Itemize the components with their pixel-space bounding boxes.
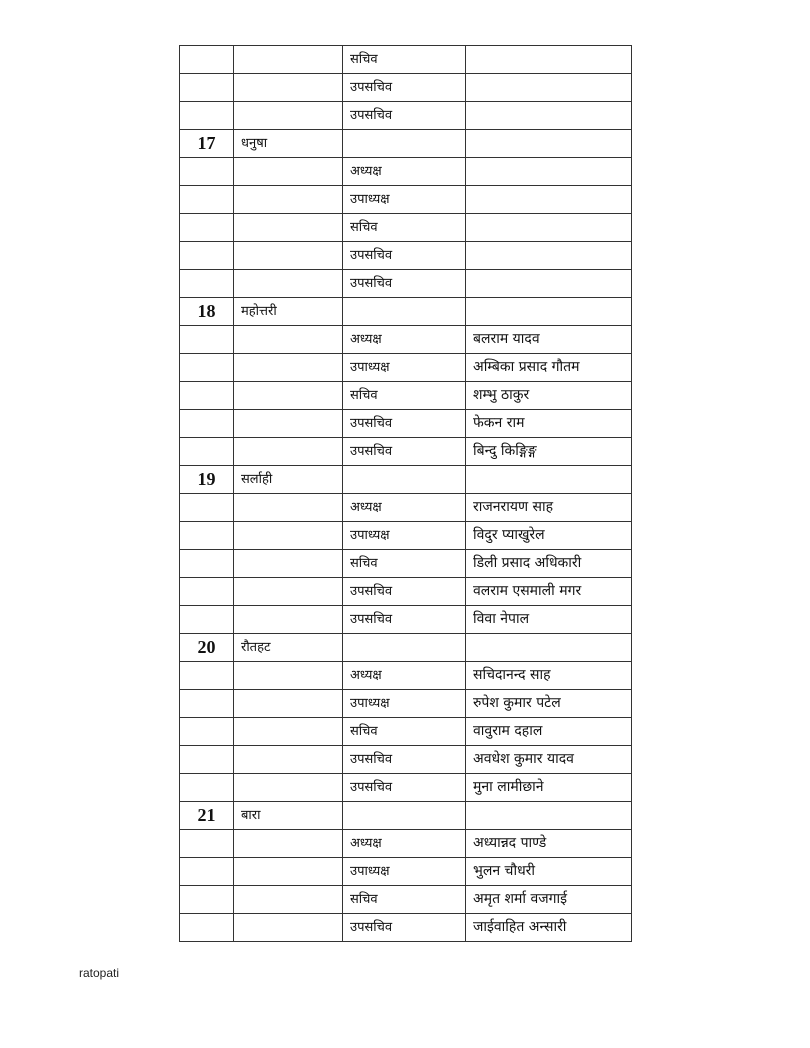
- name-cell: [466, 102, 632, 130]
- table-row: [180, 718, 632, 746]
- name-cell: [466, 46, 632, 74]
- name-cell: [466, 74, 632, 102]
- district-cell: [234, 74, 343, 102]
- table-row: [180, 354, 632, 382]
- table-row: [180, 690, 632, 718]
- district-cell: [234, 270, 343, 298]
- table-row: [180, 102, 632, 130]
- district-cell: [234, 886, 343, 914]
- serial-number: 21: [180, 802, 234, 830]
- table-row: [180, 578, 632, 606]
- name-cell: डिली प्रसाद अधिकारी: [466, 550, 632, 578]
- position-cell: [343, 802, 466, 830]
- serial-number: [180, 718, 234, 746]
- district-cell: [234, 242, 343, 270]
- name-cell: [466, 466, 632, 494]
- name-cell: रुपेश कुमार पटेल: [466, 690, 632, 718]
- position-cell: उपाध्यक्ष: [343, 354, 466, 382]
- position-cell: सचिव: [343, 382, 466, 410]
- serial-number: [180, 270, 234, 298]
- position-cell: उपसचिव: [343, 774, 466, 802]
- table-row: [180, 522, 632, 550]
- position-cell: [343, 634, 466, 662]
- serial-number: [180, 102, 234, 130]
- position-cell: उपसचिव: [343, 74, 466, 102]
- name-cell: [466, 242, 632, 270]
- district-cell: [234, 326, 343, 354]
- serial-number: [180, 382, 234, 410]
- district-cell: महोत्तरी: [234, 298, 343, 326]
- district-cell: बारा: [234, 802, 343, 830]
- serial-number: 17: [180, 130, 234, 158]
- name-cell: सचिदानन्द साह: [466, 662, 632, 690]
- position-cell: अध्यक्ष: [343, 158, 466, 186]
- serial-number: [180, 46, 234, 74]
- district-cell: धनुषा: [234, 130, 343, 158]
- district-cell: [234, 662, 343, 690]
- district-cell: [234, 858, 343, 886]
- position-cell: उपसचिव: [343, 746, 466, 774]
- table-row: [180, 158, 632, 186]
- district-cell: [234, 606, 343, 634]
- name-cell: अम्बिका प्रसाद गौतम: [466, 354, 632, 382]
- serial-number: [180, 606, 234, 634]
- position-cell: उपसचिव: [343, 410, 466, 438]
- table-row: [180, 438, 632, 466]
- position-cell: अध्यक्ष: [343, 326, 466, 354]
- position-cell: अध्यक्ष: [343, 494, 466, 522]
- serial-number: [180, 858, 234, 886]
- district-cell: [234, 214, 343, 242]
- table-row: [180, 298, 632, 326]
- serial-number: [180, 438, 234, 466]
- table-row: [180, 914, 632, 942]
- district-cell: [234, 774, 343, 802]
- name-cell: विवा नेपाल: [466, 606, 632, 634]
- table-row: [180, 606, 632, 634]
- district-cell: [234, 830, 343, 858]
- position-cell: अध्यक्ष: [343, 662, 466, 690]
- district-cell: रौतहट: [234, 634, 343, 662]
- position-cell: सचिव: [343, 46, 466, 74]
- position-cell: उपसचिव: [343, 102, 466, 130]
- position-cell: [343, 130, 466, 158]
- district-cell: [234, 718, 343, 746]
- position-cell: सचिव: [343, 550, 466, 578]
- name-cell: बिन्दु किङ्गिङ्ग: [466, 438, 632, 466]
- district-cell: [234, 354, 343, 382]
- position-cell: उपाध्यक्ष: [343, 186, 466, 214]
- position-cell: [343, 298, 466, 326]
- table-row: [180, 74, 632, 102]
- table-row: [180, 214, 632, 242]
- position-cell: सचिव: [343, 718, 466, 746]
- table-row: [180, 466, 632, 494]
- serial-number: [180, 214, 234, 242]
- serial-number: 18: [180, 298, 234, 326]
- name-cell: [466, 634, 632, 662]
- serial-number: [180, 746, 234, 774]
- name-cell: [466, 186, 632, 214]
- serial-number: [180, 494, 234, 522]
- serial-number: [180, 326, 234, 354]
- position-cell: उपाध्यक्ष: [343, 522, 466, 550]
- name-cell: [466, 298, 632, 326]
- table-row: [180, 130, 632, 158]
- name-cell: [466, 214, 632, 242]
- serial-number: [180, 830, 234, 858]
- table-row: [180, 802, 632, 830]
- serial-number: [180, 886, 234, 914]
- serial-number: [180, 662, 234, 690]
- name-cell: [466, 130, 632, 158]
- table-row: [180, 746, 632, 774]
- position-cell: उपाध्यक्ष: [343, 858, 466, 886]
- name-cell: शम्भु ठाकुर: [466, 382, 632, 410]
- position-cell: उपसचिव: [343, 242, 466, 270]
- position-cell: [343, 466, 466, 494]
- serial-number: [180, 774, 234, 802]
- table-row: [180, 410, 632, 438]
- serial-number: [180, 690, 234, 718]
- serial-number: [180, 354, 234, 382]
- position-cell: उपसचिव: [343, 438, 466, 466]
- name-cell: [466, 270, 632, 298]
- position-cell: सचिव: [343, 214, 466, 242]
- district-cell: [234, 438, 343, 466]
- name-cell: भुलन चौधरी: [466, 858, 632, 886]
- position-cell: उपसचिव: [343, 270, 466, 298]
- position-cell: सचिव: [343, 886, 466, 914]
- serial-number: [180, 158, 234, 186]
- district-cell: [234, 550, 343, 578]
- name-cell: वावुराम दहाल: [466, 718, 632, 746]
- table-row: [180, 494, 632, 522]
- district-cell: [234, 494, 343, 522]
- position-cell: अध्यक्ष: [343, 830, 466, 858]
- position-cell: उपाध्यक्ष: [343, 690, 466, 718]
- district-cell: [234, 746, 343, 774]
- table-row: [180, 186, 632, 214]
- serial-number: [180, 74, 234, 102]
- district-cell: [234, 158, 343, 186]
- position-cell: उपसचिव: [343, 606, 466, 634]
- serial-number: [180, 242, 234, 270]
- district-cell: सर्लाही: [234, 466, 343, 494]
- table-row: [180, 858, 632, 886]
- name-cell: अवधेश कुमार यादव: [466, 746, 632, 774]
- serial-number: [180, 578, 234, 606]
- serial-number: [180, 186, 234, 214]
- table-row: [180, 326, 632, 354]
- name-cell: बलराम यादव: [466, 326, 632, 354]
- table-row: [180, 382, 632, 410]
- table-row: [180, 242, 632, 270]
- table-row: [180, 830, 632, 858]
- name-cell: [466, 802, 632, 830]
- district-cell: [234, 410, 343, 438]
- district-cell: [234, 522, 343, 550]
- table-row: [180, 774, 632, 802]
- table-row: [180, 270, 632, 298]
- office-bearers-table: [179, 45, 632, 942]
- district-cell: [234, 186, 343, 214]
- position-cell: उपसचिव: [343, 914, 466, 942]
- name-cell: फेकन राम: [466, 410, 632, 438]
- district-cell: [234, 690, 343, 718]
- name-cell: वलराम एसमाली मगर: [466, 578, 632, 606]
- name-cell: जाईवाहित अन्सारी: [466, 914, 632, 942]
- serial-number: [180, 550, 234, 578]
- serial-number: 20: [180, 634, 234, 662]
- table-row: [180, 662, 632, 690]
- district-cell: [234, 578, 343, 606]
- table-row: [180, 46, 632, 74]
- district-cell: [234, 382, 343, 410]
- footer-source: ratopati: [79, 966, 120, 980]
- district-cell: [234, 102, 343, 130]
- serial-number: [180, 410, 234, 438]
- name-cell: मुना लामीछाने: [466, 774, 632, 802]
- district-cell: [234, 46, 343, 74]
- name-cell: राजनरायण साह: [466, 494, 632, 522]
- serial-number: [180, 914, 234, 942]
- serial-number: 19: [180, 466, 234, 494]
- position-cell: उपसचिव: [343, 578, 466, 606]
- table-row: [180, 550, 632, 578]
- table-row: [180, 886, 632, 914]
- name-cell: विदुर प्याखुरेल: [466, 522, 632, 550]
- district-cell: [234, 914, 343, 942]
- name-cell: [466, 158, 632, 186]
- name-cell: अध्यान्नद पाण्डे: [466, 830, 632, 858]
- table-row: [180, 634, 632, 662]
- serial-number: [180, 522, 234, 550]
- name-cell: अमृत शर्मा वजगाई: [466, 886, 632, 914]
